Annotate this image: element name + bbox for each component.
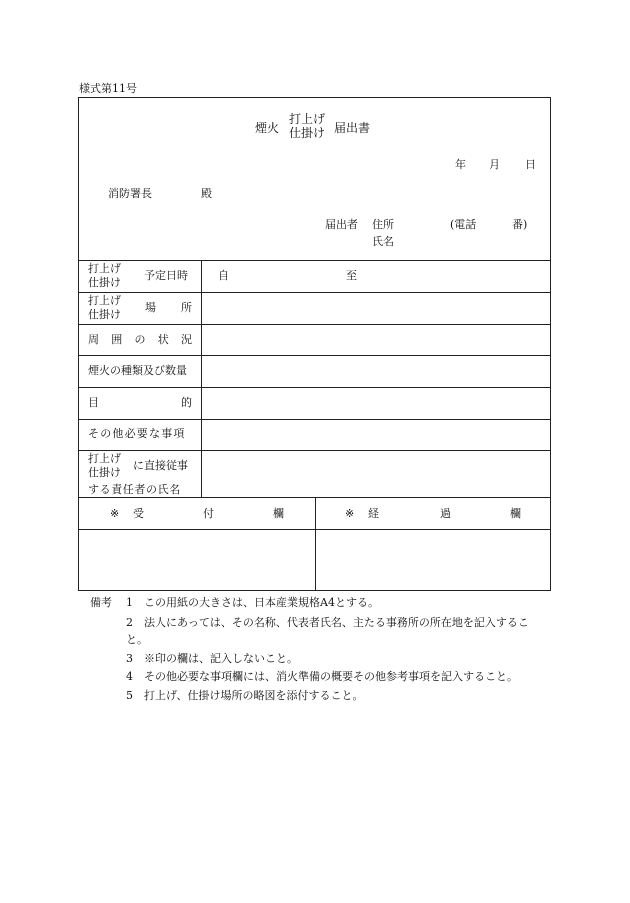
place-stack-bottom: 仕掛け [88,308,121,321]
schedule-stack-bottom: 仕掛け [88,276,121,289]
date-day: 日 [525,158,536,171]
note-text: 打上げ、仕掛け場所の略図を添付すること。 [144,689,364,702]
title-stack-top: 打上げ [289,112,326,126]
note-number: 5 [126,689,133,702]
divider [79,355,550,356]
progress-char: 欄 [510,507,521,520]
place-label-b: 所 [181,301,192,314]
note-number: 2 [126,616,133,629]
recipient-office: 消防署長 [108,187,152,200]
form-number: 様式第11号 [79,82,137,95]
place-label-a: 場 [145,301,156,314]
responsible-label-b: する責任者の氏名 [88,483,181,496]
label-column-divider [201,260,202,497]
surroundings-label [88,334,192,345]
receipt-char: 受 [133,507,144,520]
responsible-stack-top: 打上げ [88,452,121,465]
progress-char: 過 [440,507,451,520]
date-year: 年 [455,158,466,171]
notifier-phone-open: (電話 [450,218,477,231]
surroundings-char: の [134,333,146,346]
divider [79,450,550,451]
note-number: 4 [126,670,133,683]
title-prefix: 煙火 [255,121,280,135]
progress-mark: ※ [345,507,355,520]
responsible-stack-bottom: 仕掛け [88,466,121,479]
divider [79,292,550,293]
notifier-phone-close: 番) [512,218,528,231]
receipt-mark: ※ [110,507,120,520]
surroundings-char: 囲 [111,333,123,346]
notifier-address-label: 住所 [372,218,394,231]
receipt-char: 付 [203,507,214,520]
divider [79,387,550,388]
surroundings-char: 周 [88,333,99,346]
notifier-label: 届出者 [325,218,358,231]
bottom-column-divider [315,497,316,590]
divider [79,324,550,325]
note-text: その他必要な事項欄には、消火準備の概要その他参考事項を記入すること。 [144,670,518,683]
place-stack [88,294,121,322]
schedule-from: 自 [218,269,229,282]
divider [79,260,550,261]
purpose-label-b: 的 [181,396,192,409]
note-text: この用紙の大きさは、日本産業規格A4とする。 [144,596,379,609]
receipt-char: 欄 [273,507,284,520]
schedule-stack [88,262,121,290]
divider [79,419,550,420]
note-text-continued: と。 [126,633,148,646]
schedule-stack-top: 打上げ [88,262,121,275]
responsible-label-a: に直接従事 [133,459,188,472]
date-month: 月 [489,158,500,171]
purpose-label-a: 目 [88,396,99,409]
note-text: ※印の欄は、記入しないこと。 [144,652,298,665]
responsible-stack [88,452,121,480]
title-suffix: 届出書 [334,121,371,135]
surroundings-char: 況 [181,333,192,346]
schedule-to: 至 [346,269,357,282]
surroundings-char: 状 [157,333,169,346]
schedule-label: 予定日時 [144,269,188,282]
notes-heading: 備考 [90,596,112,609]
place-stack-top: 打上げ [88,294,121,307]
note-number: 3 [126,652,133,665]
notifier-name-label: 氏名 [372,235,394,248]
title-stack-bottom: 仕掛け [289,126,326,140]
other-label: その他必要な事項 [88,427,186,440]
progress-char: 経 [368,507,379,520]
recipient-honorific: 殿 [201,187,212,200]
title-stack [289,112,325,140]
note-number: 1 [126,596,133,609]
fireworks-label: 煙火の種類及び数量 [88,364,187,377]
note-text: 法人にあっては、その名称、代表者氏名、主たる事務所の所在地を記入するこ [144,616,529,629]
